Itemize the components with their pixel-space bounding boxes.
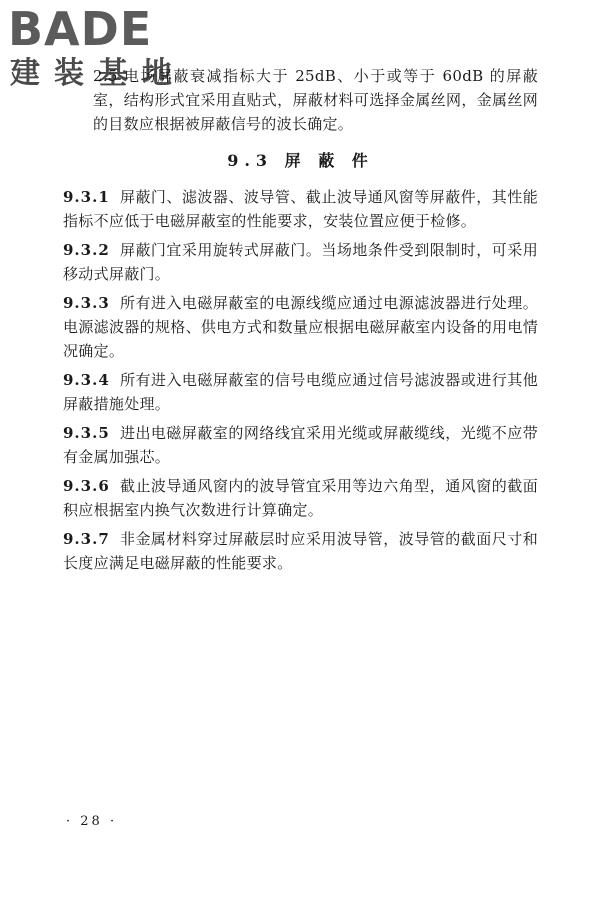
clause-text: 所有进入电磁屏蔽室的电源线缆应通过电源滤波器进行处理。电源滤波器的规格、供电方式和数量应根据电磁屏蔽室内设备的用电情况确定。	[63, 294, 538, 360]
clause-number: 9.3.3	[63, 294, 110, 312]
section-number: 9.3	[227, 151, 274, 170]
logo-text: BADE	[8, 2, 153, 56]
clause-number: 9.3.1	[63, 188, 110, 206]
clause-number: 9.3.6	[63, 477, 110, 495]
clause-9-3-6	[63, 474, 538, 522]
intro-paragraph: 2.5 电场屏蔽衰减指标大于 25dB、小于或等于 60dB 的屏蔽室，结构形式宜采用直贴式，屏蔽材料可选择金属丝网，金属丝网的目数应根据被屏蔽信号的波长确定。	[93, 67, 538, 133]
clause-number: 9.3.4	[63, 371, 110, 389]
clause-9-3-4	[63, 368, 538, 416]
section-title: 屏 蔽 件	[284, 151, 374, 170]
section-heading	[63, 148, 538, 171]
clause-text: 截止波导通风窗内的波导管宜采用等边六角型，通风窗的截面积应根据室内换气次数进行计算确定。	[63, 477, 538, 519]
clause-number: 9.3.5	[63, 424, 110, 442]
clause-9-3-2	[63, 238, 538, 286]
clause-9-3-3	[63, 291, 538, 363]
logo-subtitle: 建装基地	[10, 56, 186, 91]
clause-text: 所有进入电磁屏蔽室的信号电缆应通过信号滤波器或进行其他屏蔽措施处理。	[63, 371, 538, 413]
page-number: · 28 ·	[66, 814, 118, 829]
document-body	[63, 64, 538, 580]
clause-number: 9.3.2	[63, 241, 110, 259]
clause-9-3-7	[63, 527, 538, 575]
clause-number: 9.3.7	[63, 530, 110, 548]
clause-9-3-1	[63, 185, 538, 233]
clause-text: 屏蔽门、滤波器、波导管、截止波导通风窗等屏蔽件，其性能指标不应低于电磁屏蔽室的性能要求，安装位置应便于检修。	[63, 188, 538, 230]
clause-text: 非金属材料穿过屏蔽层时应采用波导管，波导管的截面尺寸和长度应满足电磁屏蔽的性能要求。	[63, 530, 538, 572]
clause-9-3-5	[63, 421, 538, 469]
clause-text: 屏蔽门宜采用旋转式屏蔽门。当场地条件受到限制时，可采用移动式屏蔽门。	[63, 241, 538, 283]
clause-text: 进出电磁屏蔽室的网络线宜采用光缆或屏蔽缆线，光缆不应带有金属加强芯。	[63, 424, 538, 466]
